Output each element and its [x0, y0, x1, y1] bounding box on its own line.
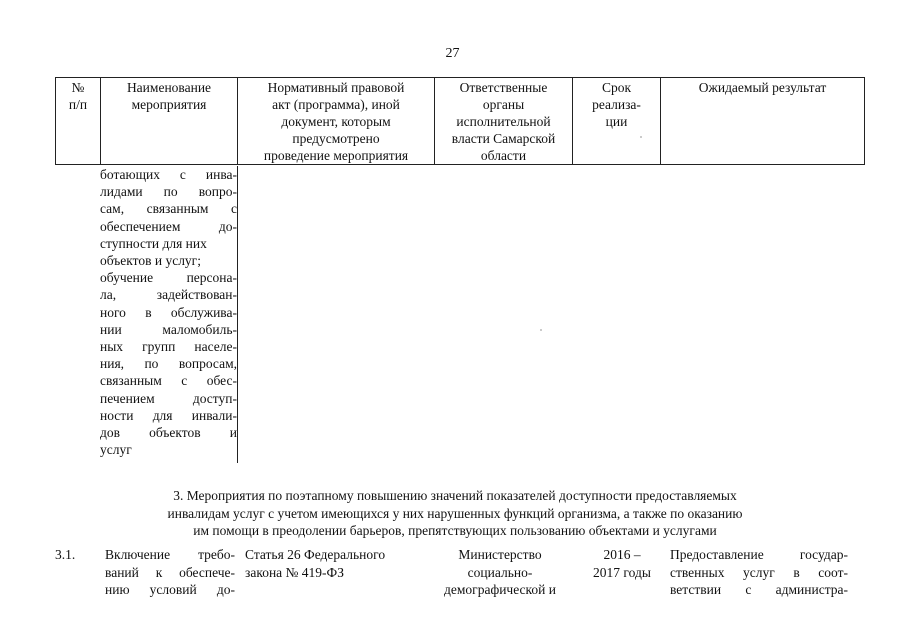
- cell-line: услуг: [100, 442, 132, 458]
- cell-line: ния, по вопросам,: [100, 356, 237, 372]
- cell-line: ности для инвали-: [100, 407, 237, 423]
- cell-line: ного в обслужива-: [100, 304, 237, 320]
- section-heading: 3. Мероприятия по поэтапному повышению значений показателей доступности предоставляемых инвалидам услуг с учетом имеющихся у них нарушенных функций организма, а также по оказанию им помощи в преодолении барьеров, препятствующих пользованию объектами и услугами: [167, 488, 743, 538]
- row-name: Включение требо- ваний к обеспече- нию условий до-: [105, 547, 235, 597]
- header-number: № п/п: [56, 78, 101, 165]
- row-document: Статья 26 Федерального закона № 419-ФЗ: [245, 547, 386, 580]
- cell-line: ботающих с инва-: [100, 167, 237, 182]
- header-organ: Ответственные органы исполнительной власти Самарской области: [435, 78, 573, 165]
- header-name: Наименование мероприятия: [101, 78, 238, 165]
- cell-line: ла, задействован-: [100, 287, 237, 303]
- page-number: 27: [445, 46, 460, 61]
- row-number: 3.1.: [55, 547, 76, 562]
- header-period: Срок реализа- ции: [573, 78, 661, 165]
- cell-line: дов объектов и: [100, 425, 237, 441]
- header-document: Нормативный правовой акт (программа), иной документ, которым предусмотрено проведение мероприятия: [238, 78, 435, 165]
- cell-line: объектов и услуг;: [100, 253, 201, 269]
- cell-line: ных групп населе-: [100, 339, 237, 355]
- scan-speck: [640, 136, 642, 138]
- table-header: [55, 77, 865, 165]
- header-result: Ожидаемый результат: [661, 78, 865, 165]
- cell-line: обучение персона-: [100, 270, 237, 286]
- cell-line: сам, связанным с: [100, 201, 237, 217]
- cell-line: лидами по вопро-: [100, 184, 237, 200]
- cell-line: связанным с обес-: [100, 373, 237, 389]
- row-result: Предоставление государ- ственных услуг в соот- ветствии с администра-: [670, 547, 848, 597]
- cell-line: нии маломобиль-: [100, 321, 237, 337]
- scan-speck: [540, 329, 542, 331]
- continued-cell: [100, 166, 238, 463]
- row-organ: Министерство социально- демографической и: [444, 547, 556, 597]
- row-period: 2016 – 2017 годы: [593, 547, 651, 580]
- cell-line: обеспечением до-: [100, 218, 237, 234]
- cell-line: ступности для них: [100, 235, 207, 251]
- cell-line: печением доступ-: [100, 390, 237, 406]
